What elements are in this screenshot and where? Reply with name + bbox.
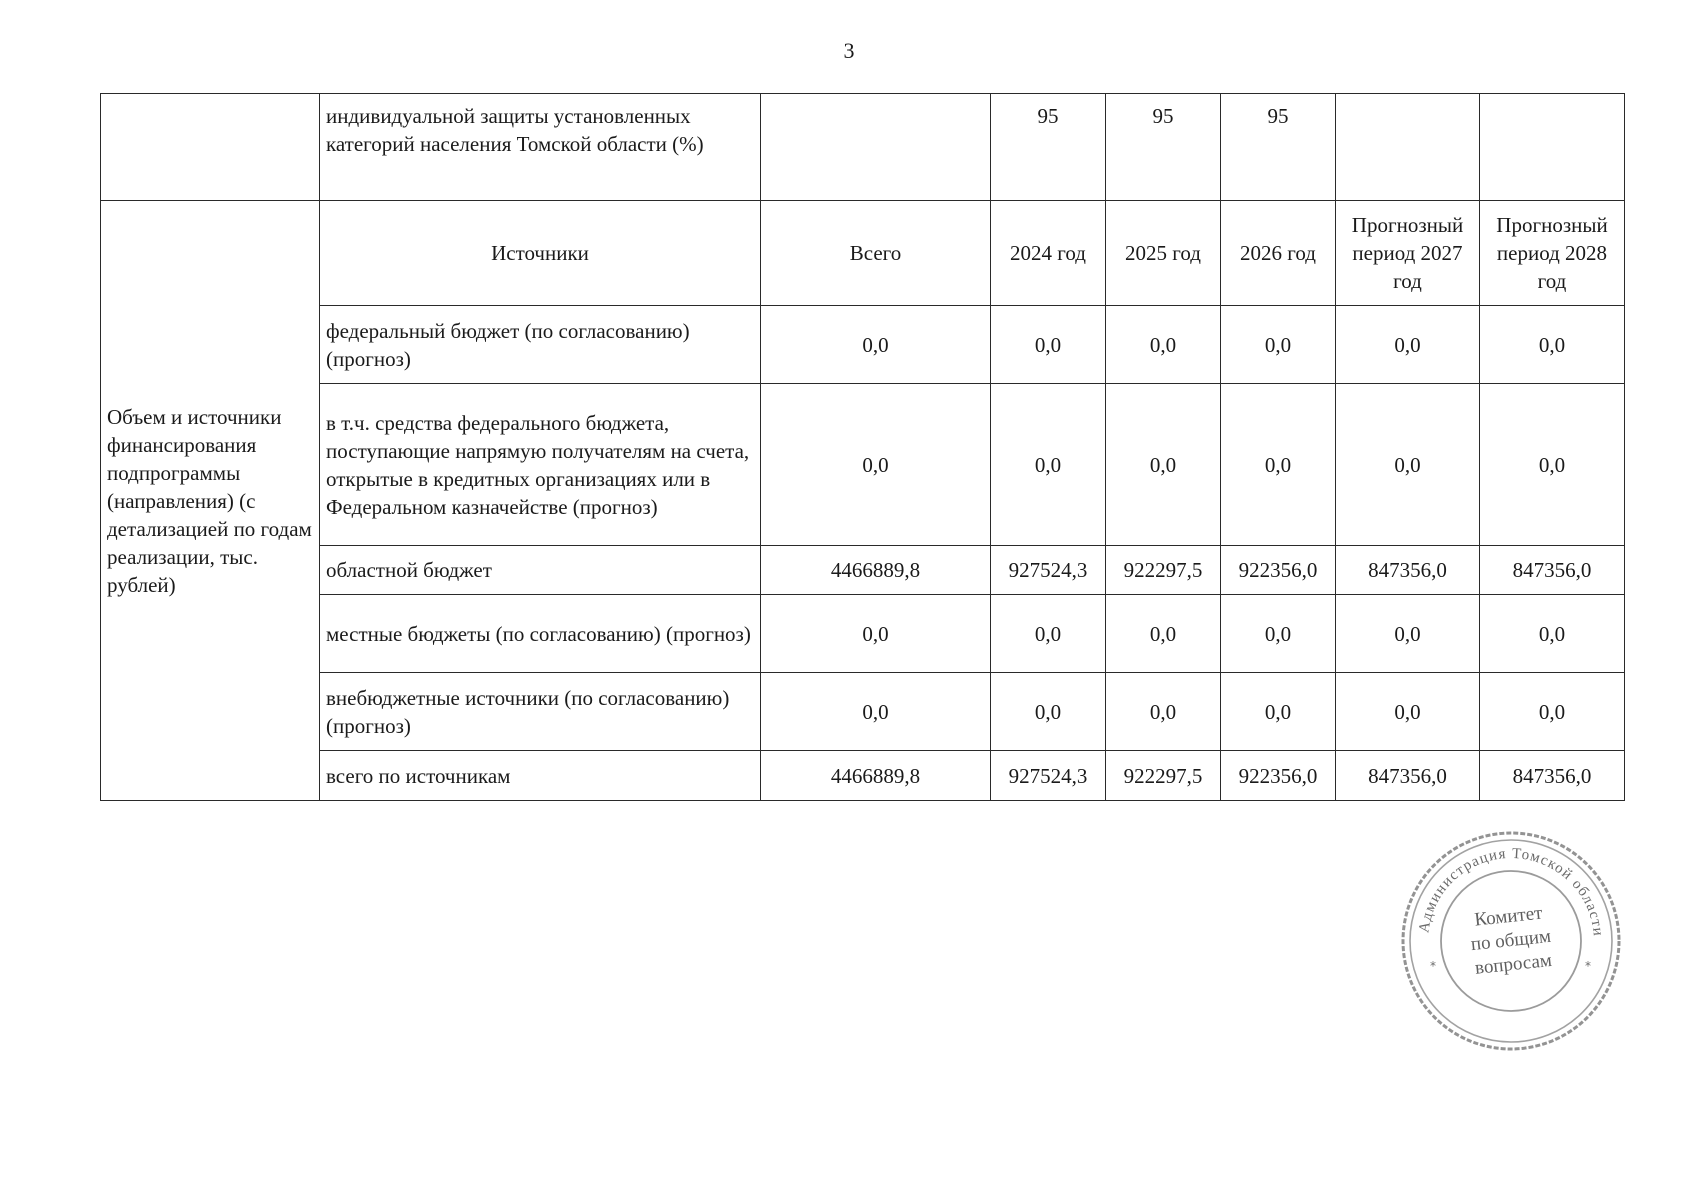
header-sources: Источники	[320, 201, 761, 306]
cell-2024: 927524,3	[991, 546, 1106, 595]
cell-2027: 0,0	[1336, 673, 1480, 751]
cell-2026: 0,0	[1221, 384, 1336, 546]
cell-2028: 0,0	[1480, 673, 1625, 751]
cell-2027: 847356,0	[1336, 751, 1480, 801]
seal-center-line-3: вопросам	[1474, 949, 1553, 979]
table-header-row	[101, 201, 1625, 306]
cell-2026: 922356,0	[1221, 751, 1336, 801]
cell-2024: 927524,3	[991, 751, 1106, 801]
cell-2026: 0,0	[1221, 306, 1336, 384]
header-2026: 2026 год	[1221, 201, 1336, 306]
header-2027: Прогнозный период 2027 год	[1336, 201, 1480, 306]
source-label: в т.ч. средства федерального бюджета, поступающие напрямую получателям на счета, открытые в кредитных организациях или в Федеральном казначействе (прогноз)	[320, 384, 761, 546]
table-row	[101, 673, 1625, 751]
cell-2028: 0,0	[1480, 595, 1625, 673]
header-total: Всего	[761, 201, 991, 306]
cell-total: 0,0	[761, 306, 991, 384]
cell-2028: 847356,0	[1480, 546, 1625, 595]
table-row	[101, 384, 1625, 546]
cell-2025: 922297,5	[1106, 546, 1221, 595]
cell-2025: 95	[1106, 94, 1221, 201]
cell-total: 0,0	[761, 673, 991, 751]
official-seal-stamp	[1400, 830, 1622, 1052]
source-label: всего по источникам	[320, 751, 761, 801]
seal-star-right: *	[1585, 959, 1591, 973]
cell-2028	[1480, 94, 1625, 201]
cell-2024: 0,0	[991, 673, 1106, 751]
cell-total: 0,0	[761, 595, 991, 673]
cell-2025: 0,0	[1106, 306, 1221, 384]
cell-2026: 922356,0	[1221, 546, 1336, 595]
seal-center-line-1: Комитет	[1473, 902, 1544, 931]
cell-2028: 0,0	[1480, 306, 1625, 384]
source-label: областной бюджет	[320, 546, 761, 595]
financing-table	[100, 93, 1625, 801]
cell-2025: 0,0	[1106, 673, 1221, 751]
cell-2025: 0,0	[1106, 384, 1221, 546]
table-row	[101, 595, 1625, 673]
cell-2028: 847356,0	[1480, 751, 1625, 801]
cell-2027: 847356,0	[1336, 546, 1480, 595]
seal-ring-text: Администрация Томской области	[1416, 845, 1606, 938]
cell-2024: 0,0	[991, 384, 1106, 546]
table-row-continued	[101, 94, 1625, 201]
cell-2026: 0,0	[1221, 595, 1336, 673]
cell-2027: 0,0	[1336, 384, 1480, 546]
cell-2025: 922297,5	[1106, 751, 1221, 801]
header-2025: 2025 год	[1106, 201, 1221, 306]
source-label: внебюджетные источники (по согласованию) (прогноз)	[320, 673, 761, 751]
header-2028: Прогнозный период 2028 год	[1480, 201, 1625, 306]
seal-center-line-2: по общим	[1469, 925, 1553, 956]
source-label: федеральный бюджет (по согласованию) (прогноз)	[320, 306, 761, 384]
cell-2027: 0,0	[1336, 595, 1480, 673]
cell-2026: 95	[1221, 94, 1336, 201]
cell-2024: 0,0	[991, 595, 1106, 673]
cell-2027	[1336, 94, 1480, 201]
cell-2027: 0,0	[1336, 306, 1480, 384]
cell-2028: 0,0	[1480, 384, 1625, 546]
cell-total	[761, 94, 991, 201]
source-label: местные бюджеты (по согласованию) (прогноз)	[320, 595, 761, 673]
cell-total: 4466889,8	[761, 751, 991, 801]
cell-total: 4466889,8	[761, 546, 991, 595]
page-number: 3	[843, 38, 855, 63]
indicator-text: индивидуальной защиты установленных категорий населения Томской области (%)	[320, 94, 761, 201]
seal-star-left: *	[1430, 959, 1436, 973]
table-row	[101, 306, 1625, 384]
cell-2025: 0,0	[1106, 595, 1221, 673]
cell-2026: 0,0	[1221, 673, 1336, 751]
table-row	[101, 546, 1625, 595]
cell-total: 0,0	[761, 384, 991, 546]
header-2024: 2024 год	[991, 201, 1106, 306]
cell-2024: 0,0	[991, 306, 1106, 384]
empty-label-cell	[101, 94, 320, 201]
cell-2024: 95	[991, 94, 1106, 201]
financing-side-label: Объем и источники финансирования подпрограммы (направления) (с детализацией по годам реализации, тыс. рублей)	[101, 201, 320, 801]
table-row-total	[101, 751, 1625, 801]
